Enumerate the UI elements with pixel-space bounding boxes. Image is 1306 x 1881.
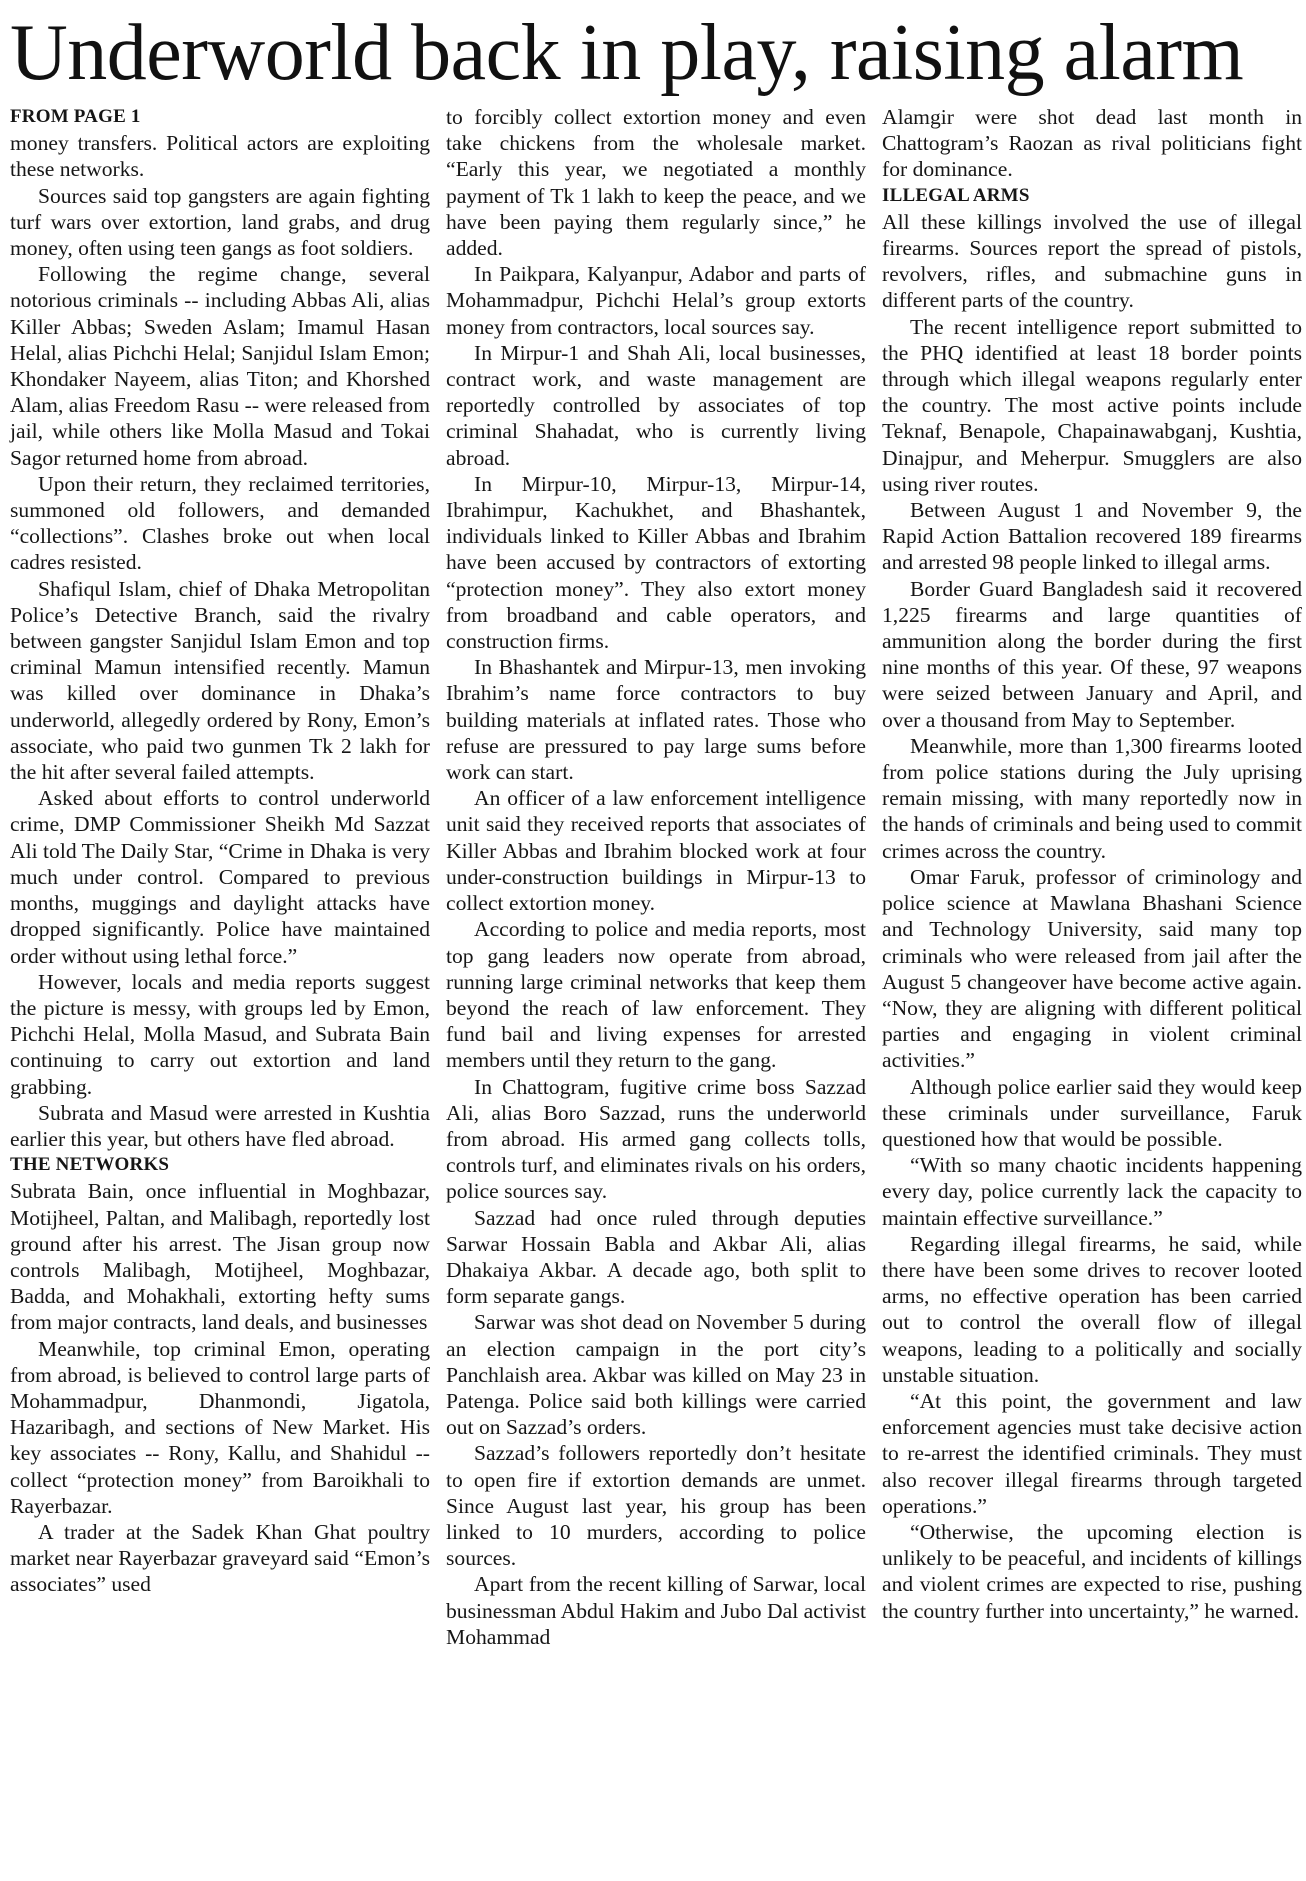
paragraph: Alamgir were shot dead last month in Chattogram’s Raozan as rival politicians fight for dominance. [882,105,1302,182]
paragraph: According to police and media reports, most top gang leaders now operate from abroad, running large criminal networks that keep them beyond the reach of law enforcement. They fund bail and living expenses for arrested members until they return to the gang. [446,917,866,1073]
headline: Underworld back in play, raising alarm [10,9,1244,97]
paragraph: Sources said top gangsters are again fighting turf wars over extortion, land grabs, and drug money, often using teen gangs as foot soldiers. [10,183,430,261]
paragraph: A trader at the Sadek Khan Ghat poultry market near Rayerbazar graveyard said “Emon’s associates” used [10,1519,430,1597]
paragraph: Sazzad had once ruled through deputies Sarwar Hossain Babla and Akbar Ali, alias Dhakaiya Akbar. A decade ago, both split to form separate gangs. [446,1205,866,1309]
paragraph: Subrata Bain, once influential in Moghbazar, Motijheel, Paltan, and Malibagh, reportedly lost ground after his arrest. The Jisan group now controls Malibagh, Motijheel, Moghbazar, Badda, and Mohakhali, extorting hefty sums from major contracts, land deals, and businesses [10,1179,430,1335]
paragraph: Omar Faruk, professor of criminology and police science at Mawlana Bhashani Science and Technology University, said many top criminals who were released from jail after the August 5 changeover have become active again. “Now, they are aligning with different political parties and engaging in violent criminal activities.” [882,864,1302,1073]
paragraph: Meanwhile, more than 1,300 firearms looted from police stations during the July uprising remain missing, with many reportedly now in the hands of criminals and being used to commit crimes across the country. [882,733,1302,863]
paragraph: Meanwhile, top criminal Emon, operating from abroad, is believed to control large parts of Mohammadpur, Dhanmondi, Jigatola, Hazaribagh, and sections of New Market. His key associates -- Rony, Kallu, and Shahidul -- collect “protection money” from Baroikhali to Rayerbazar. [10,1336,430,1518]
section-subhead: ILLEGAL ARMS [882,184,1030,206]
text-column-2 [446,104,866,1650]
text-column-3 [882,104,1302,1624]
paragraph: Shafiqul Islam, chief of Dhaka Metropolitan Police’s Detective Branch, said the rivalry between gangster Sanjidul Islam Emon and top criminal Mamun intensified recently. Mamun was killed over dominance in Dhaka’s underworld, allegedly ordered by Rony, Emon’s associate, who paid two gunmen Tk 2 lakh for the hit after several failed attempts. [10,576,430,785]
paragraph: “Otherwise, the upcoming election is unlikely to be peaceful, and incidents of killings and violent crimes are expected to rise, pushing the country further into uncertainty,” he warned. [882,1519,1302,1623]
paragraph: Asked about efforts to control underworld crime, DMP Commissioner Sheikh Md Sazzat Ali told The Daily Star, “Crime in Dhaka is very much under control. Compared to previous months, muggings and daylight attacks have dropped significantly. Police have maintained order without using lethal force.” [10,786,430,968]
paragraph: In Mirpur-10, Mirpur-13, Mirpur-14, Ibrahimpur, Kachukhet, and Bhashantek, individuals linked to Killer Abbas and Ibrahim have been accused by contractors of extorting “protection money”. They also extort money from broadband and cable operators, and construction firms. [446,471,866,654]
paragraph: In Mirpur-1 and Shah Ali, local businesses, contract work, and waste management are reportedly controlled by associates of top criminal Shahadat, who is currently living abroad. [446,340,866,470]
paragraph: Sazzad’s followers reportedly don’t hesitate to open fire if extortion demands are unmet. Since August last year, his group has been linked to 10 murders, according to police sources. [446,1441,866,1571]
paragraph: “With so many chaotic incidents happening every day, police currently lack the capacity to maintain effective surveillance.” [882,1153,1302,1230]
paragraph: In Chattogram, fugitive crime boss Sazzad Ali, alias Boro Sazzad, runs the underworld from abroad. His armed gang collects tolls, controls turf, and eliminates rivals on his orders, police sources say. [446,1074,866,1204]
paragraph: In Bhashantek and Mirpur-13, men invoking Ibrahim’s name force contractors to buy building materials at inflated rates. Those who refuse are pressured to pay large sums before work can start. [446,655,866,785]
paragraph: Following the regime change, several notorious criminals -- including Abbas Ali, alias Killer Abbas; Sweden Aslam; Imamul Hasan Helal, alias Pichchi Helal; Sanjidul Islam Emon; Khondaker Nayeem, alias Titon; and Khorshed Alam, alias Freedom Rasu -- were released from jail, while others like Molla Masud and Tokai Sagor returned home from abroad. [10,262,430,470]
paragraph: In Paikpara, Kalyanpur, Adabor and parts of Mohammadpur, Pichchi Helal’s group extorts money from contractors, local sources say. [446,262,866,339]
paragraph: An officer of a law enforcement intelligence unit said they received reports that associates of Killer Abbas and Ibrahim blocked work at four under-construction buildings in Mirpur-13 to collect extortion money. [446,786,866,916]
paragraph: Although police earlier said they would keep these criminals under surveillance, Faruk questioned how that would be possible. [882,1074,1302,1151]
paragraph: Upon their return, they reclaimed territories, summoned old followers, and demanded “collections”. Clashes broke out when local cadres resisted. [10,471,430,575]
paragraph: Border Guard Bangladesh said it recovered 1,225 firearms and large quantities of ammunition along the border during the first nine months of this year. Of these, 97 weapons were seized between January and April, and over a thousand from May to September. [882,576,1302,732]
section-subhead: THE NETWORKS [10,1154,170,1176]
paragraph: Regarding illegal firearms, he said, while there have been some drives to recover looted arms, no effective operation has been carried out to control the overall flow of illegal weapons, leading to a politically and socially unstable situation. [882,1231,1302,1387]
paragraph: Apart from the recent killing of Sarwar, local businessman Abdul Hakim and Jubo Dal activist Mohammad [446,1572,866,1649]
text-column-1 [10,104,430,1598]
paragraph: Sarwar was shot dead on November 5 during an election campaign in the port city’s Panchlaish area. Akbar was killed on May 23 in Patenga. Police said both killings were carried out on Sazzad’s orders. [446,1310,866,1440]
paragraph: However, locals and media reports suggest the picture is messy, with groups led by Emon, Pichchi Helal, Molla Masud, and Subrata Bain continuing to carry out extortion and land grabbing. [10,969,430,1099]
paragraph: Between August 1 and November 9, the Rapid Action Battalion recovered 189 firearms and arrested 98 people linked to illegal arms. [882,498,1302,575]
paragraph: “At this point, the government and law enforcement agencies must take decisive action to re-arrest the identified criminals. They must also recover illegal firearms through targeted operations.” [882,1388,1302,1518]
paragraph: Subrata and Masud were arrested in Kushtia earlier this year, but others have fled abroad. [10,1100,430,1151]
continuation-label: FROM PAGE 1 [10,106,141,127]
paragraph: All these killings involved the use of illegal firearms. Sources report the spread of pistols, revolvers, rifles, and submachine guns in different parts of the country. [882,209,1302,313]
paragraph: The recent intelligence report submitted to the PHQ identified at least 18 border points through which illegal weapons regularly enter the country. The most active points include Teknaf, Benapole, Chapainawabganj, Kushtia, Dinajpur, and Meherpur. Smugglers are also using river routes. [882,314,1302,496]
paragraph: money transfers. Political actors are exploiting these networks. [10,131,430,182]
paragraph: to forcibly collect extortion money and even take chickens from the wholesale market. “Early this year, we negotiated a monthly payment of Tk 1 lakh to keep the peace, and we have been paying them regularly since,” he added. [446,105,866,261]
